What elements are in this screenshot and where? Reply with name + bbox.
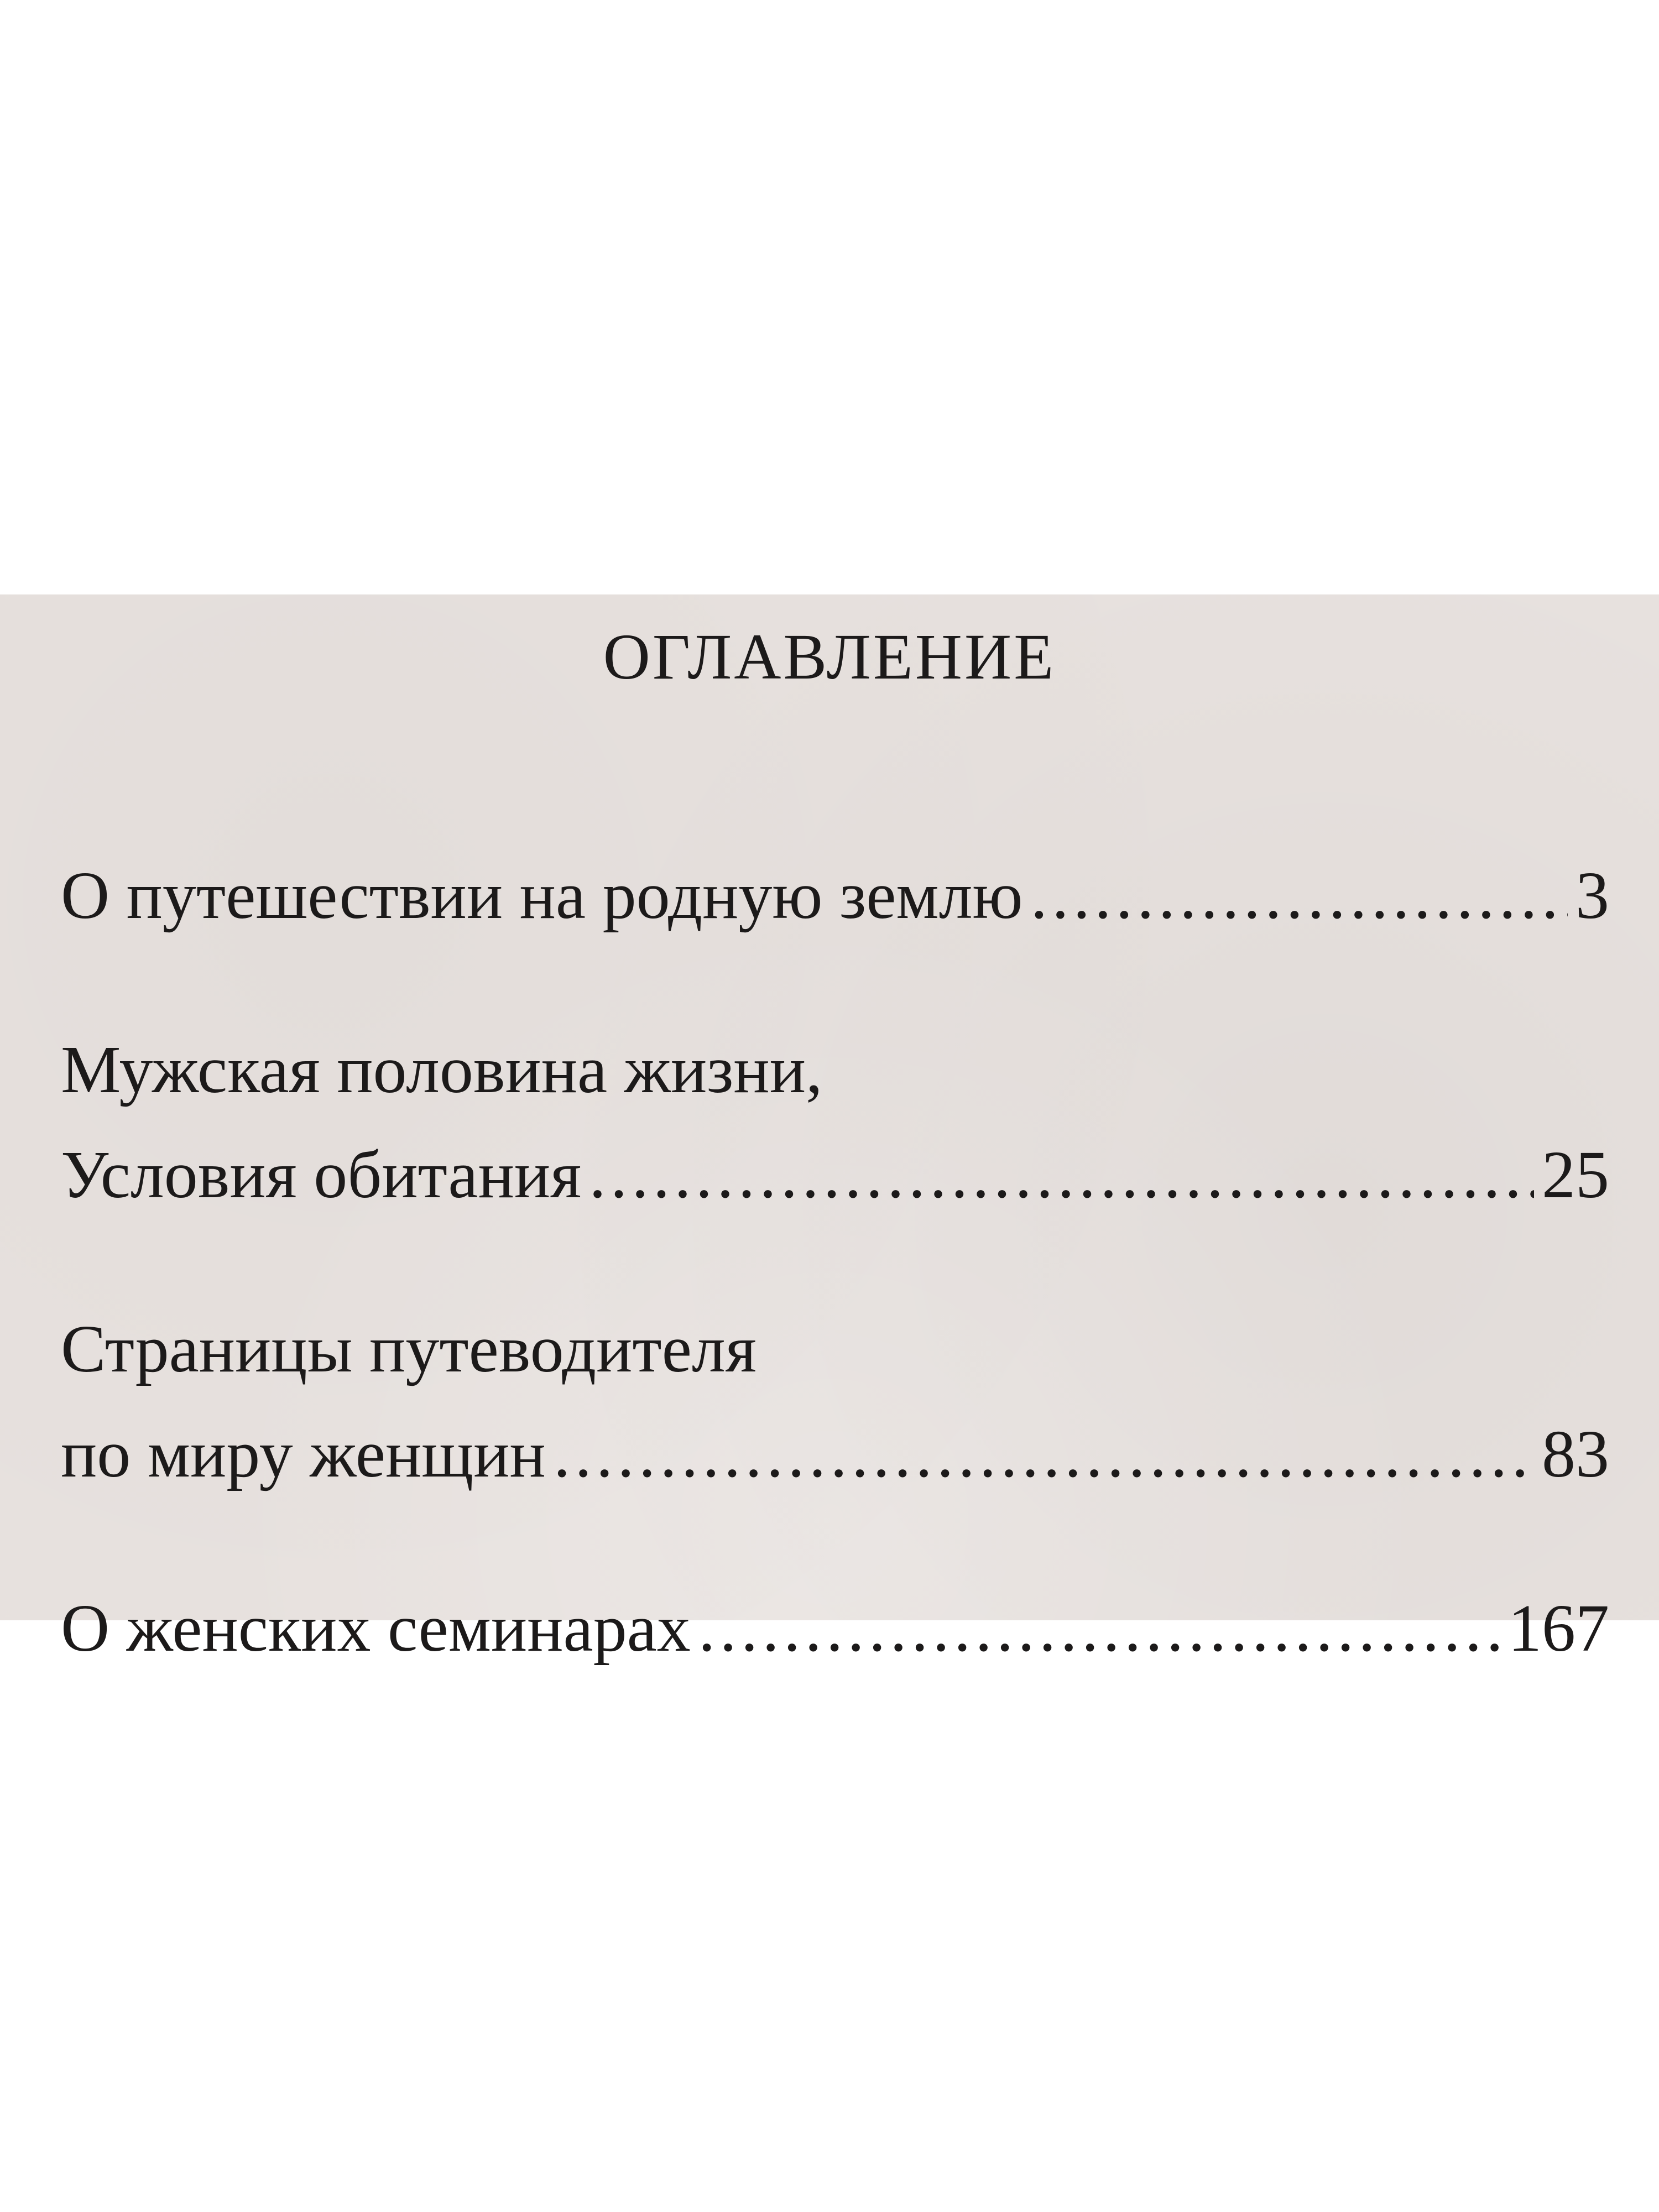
toc-entry bbox=[61, 1018, 1609, 1228]
toc-entry-line bbox=[61, 1123, 1609, 1228]
dot-leader bbox=[589, 1123, 1534, 1228]
toc-entry-title: Страницы путеводителя bbox=[61, 1312, 757, 1386]
toc-entry-title: О путешествии на родную землю bbox=[61, 858, 1023, 933]
toc-page-number: 167 bbox=[1508, 1591, 1609, 1666]
dot-leader bbox=[1031, 843, 1568, 948]
toc-title: ОГЛАВЛЕНИЕ bbox=[603, 620, 1056, 693]
toc-entry bbox=[61, 843, 1609, 948]
toc-entry bbox=[61, 1297, 1609, 1507]
toc-page-number: 25 bbox=[1542, 1138, 1609, 1212]
toc-entry-title-continued: по миру женщин bbox=[61, 1417, 546, 1491]
toc-entry-line bbox=[61, 1402, 1609, 1507]
toc-entry bbox=[61, 1576, 1609, 1681]
toc-entry-title-continued: Условия обитания bbox=[61, 1138, 582, 1212]
table-of-contents bbox=[61, 843, 1609, 1750]
toc-entry-title: Мужская половина жизни, bbox=[61, 1032, 823, 1107]
toc-entry-line bbox=[61, 1576, 1609, 1681]
toc-entry-line bbox=[61, 1018, 1609, 1123]
toc-entry-line bbox=[61, 843, 1609, 948]
dot-leader bbox=[698, 1576, 1500, 1681]
toc-entry-title: О женских семинарах bbox=[61, 1591, 691, 1666]
toc-entry-line bbox=[61, 1297, 1609, 1402]
book-page bbox=[0, 594, 1659, 1666]
toc-page-number: 83 bbox=[1542, 1417, 1609, 1491]
dot-leader bbox=[554, 1402, 1534, 1507]
toc-page-number: 3 bbox=[1575, 858, 1609, 933]
